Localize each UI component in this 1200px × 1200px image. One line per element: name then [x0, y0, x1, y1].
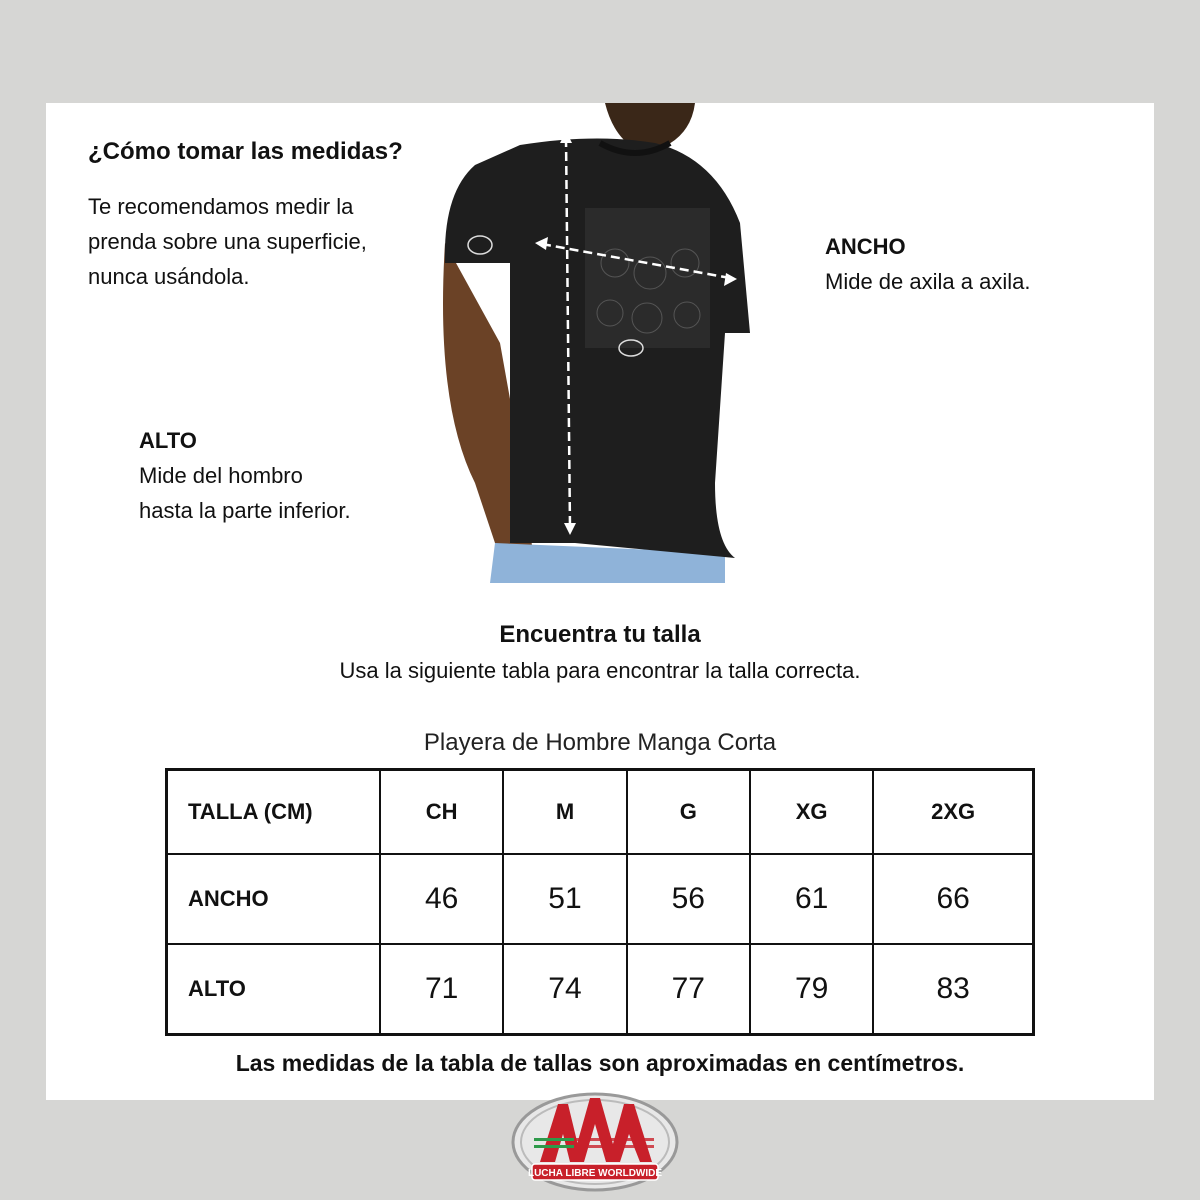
logo-tagline: LUCHA LIBRE WORLDWIDE [527, 1168, 663, 1179]
table-row [167, 944, 1034, 1035]
size-table [165, 768, 1035, 1036]
footnote: Las medidas de la tabla de tallas son aproximadas en centímetros. [235, 1050, 965, 1076]
howto-title: ¿Cómo tomar las medidas? [88, 138, 403, 165]
header-cell: XG [750, 770, 873, 855]
header-cell: G [627, 770, 750, 855]
row-label: ANCHO [167, 854, 381, 944]
table-cell: 74 [503, 944, 626, 1035]
ancho-label: ANCHO [825, 234, 906, 259]
alto-block [139, 423, 351, 528]
ancho-block [825, 229, 1030, 299]
tshirt-photo [425, 103, 755, 583]
header-cell: TALLA (CM) [167, 770, 381, 855]
table-cell: 66 [873, 854, 1033, 944]
table-cell: 46 [380, 854, 503, 944]
find-subtitle: Usa la siguiente tabla para encontrar la talla correcta. [339, 658, 861, 683]
table-cell: 56 [627, 854, 750, 944]
howto-line: prenda sobre una superficie, [88, 229, 367, 254]
find-title: Encuentra tu talla [499, 621, 701, 648]
howto-line: nunca usándola. [88, 264, 250, 289]
alto-line: hasta la parte inferior. [139, 498, 351, 523]
header-cell: M [503, 770, 626, 855]
table-cell: 83 [873, 944, 1033, 1035]
alto-line: Mide del hombro [139, 463, 303, 488]
table-caption: Playera de Hombre Manga Corta [423, 729, 777, 756]
aaa-logo [510, 1090, 680, 1195]
table-header-row [167, 770, 1034, 855]
table-cell: 79 [750, 944, 873, 1035]
table-cell: 51 [503, 854, 626, 944]
howto-text [88, 189, 367, 294]
table-cell: 61 [750, 854, 873, 944]
table-cell: 71 [380, 944, 503, 1035]
table-cell: 77 [627, 944, 750, 1035]
row-label: ALTO [167, 944, 381, 1035]
header-cell: 2XG [873, 770, 1033, 855]
howto-line: Te recomendamos medir la [88, 194, 354, 219]
table-row [167, 854, 1034, 944]
ancho-desc: Mide de axila a axila. [825, 269, 1031, 294]
header-cell: CH [380, 770, 503, 855]
alto-label: ALTO [139, 428, 197, 453]
